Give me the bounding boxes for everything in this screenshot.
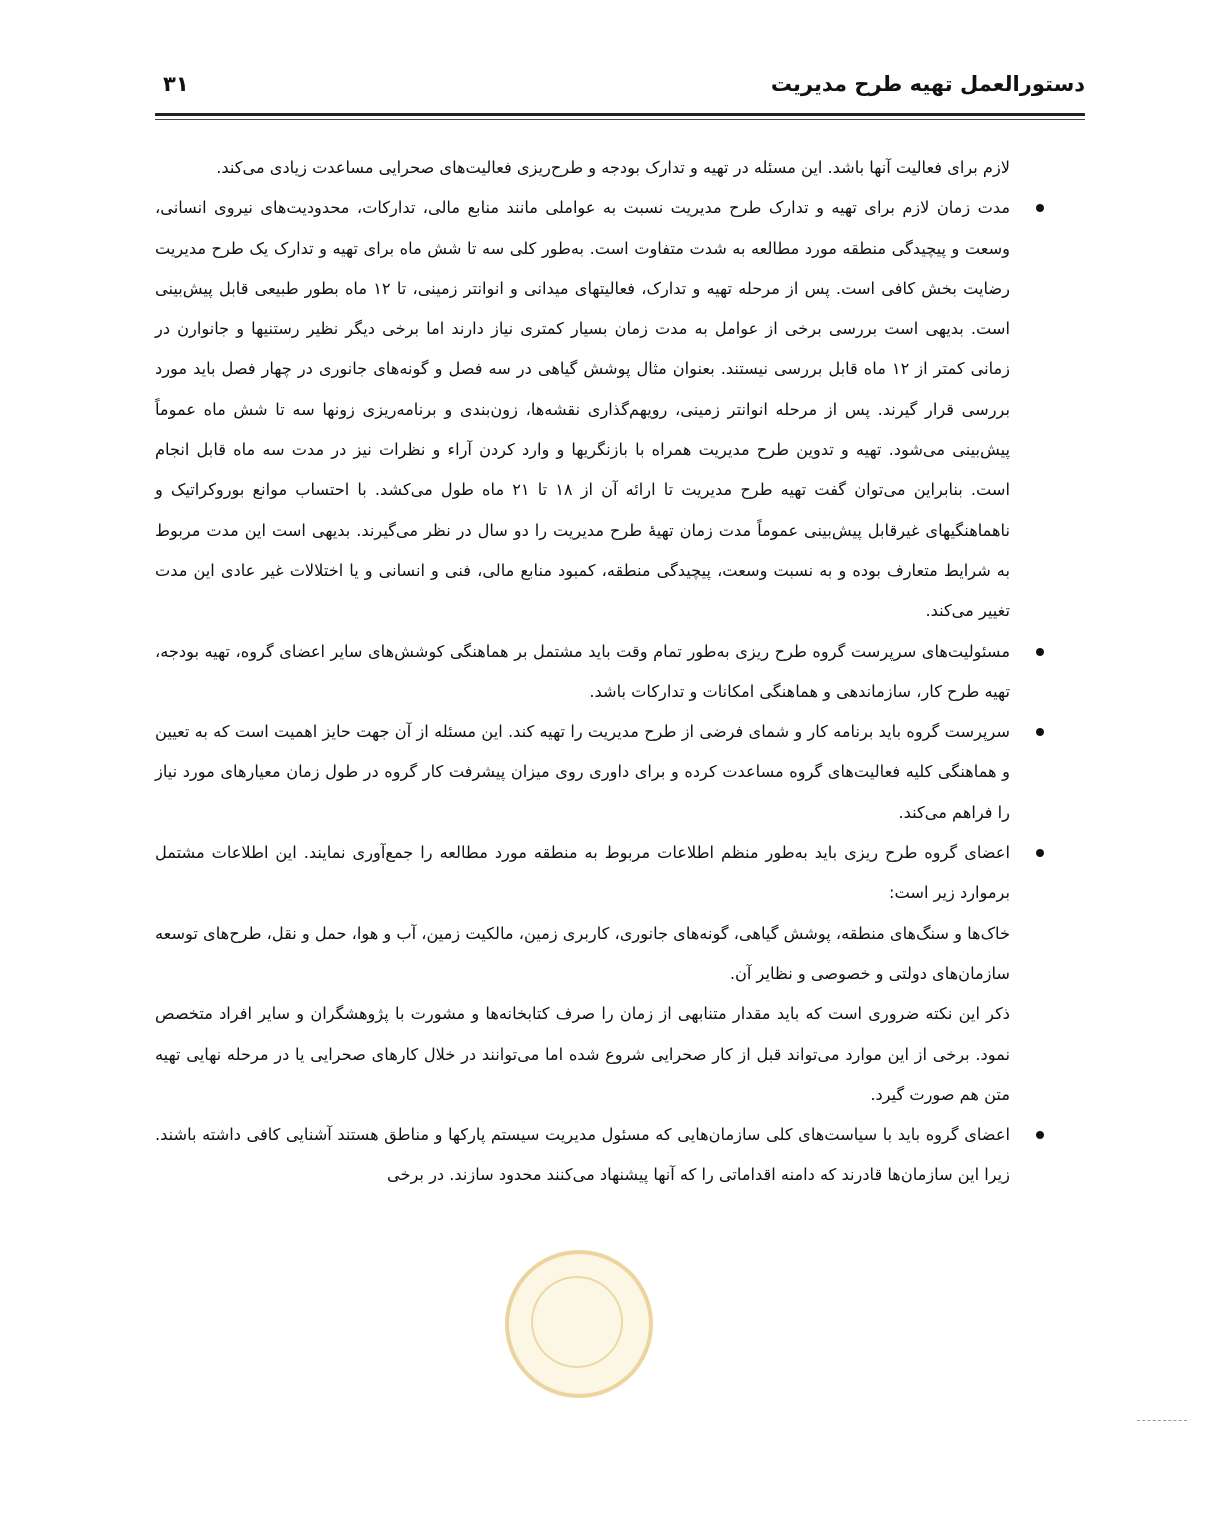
page-number: ۳۱ bbox=[163, 72, 189, 96]
bullet-icon bbox=[1036, 648, 1044, 656]
body-text bbox=[155, 148, 1010, 1196]
bullet-icon bbox=[1036, 204, 1044, 212]
bullet-list bbox=[155, 188, 1010, 1195]
list-item-text: اعضای گروه طرح ریزی باید به‌طور منظم اطلاعات مربوط به منطقه مورد مطالعه را جمع‌آوری نمایند. این اطلاعات مشتمل برموارد زیر است: bbox=[155, 843, 1010, 903]
list-item-text: اعضای گروه باید با سیاست‌های کلی سازمان‌هایی که مسئول مدیریت سیستم پارکها و مناطق هستند آشنایی کافی داشته باشند. زیرا این سازمان‌ها قادرند که دامنه اقداماتی را که آنها پیشنهاد می‌کنند محدود سازند. در برخی bbox=[155, 1125, 1010, 1185]
running-title: دستورالعمل تهیه طرح مدیریت bbox=[770, 72, 1085, 96]
list-item-text: مسئولیت‌های سرپرست گروه طرح ریزی به‌طور تمام وقت باید مشتمل بر هماهنگی کوشش‌های سایر اعضای گروه، تهیه بودجه، تهیه طرح کار، سازماندهی و هماهنگی امکانات و تدارکات باشد. bbox=[155, 641, 1010, 701]
list-item bbox=[155, 632, 1010, 713]
list-item-text: سرپرست گروه باید برنامه کار و شمای فرضی از طرح مدیریت را تهیه کند. این مسئله از آن جهت حایز اهمیت است که به تعیین و هماهنگی کلیه فعالیت‌های گروه مساعدت کرده و برای داوری روی میزان پیشرفت کار گروه در طول زمان معیارهای مورد نیاز را فراهم می‌کند. bbox=[155, 722, 1010, 822]
watermark-seal bbox=[505, 1250, 653, 1398]
header-rule-thick bbox=[155, 113, 1085, 116]
continuation-paragraph: خاک‌ها و سنگ‌های منطقه، پوشش گیاهی، گونه‌های جانوری، کاربری زمین، مالکیت زمین، آب و هوا، حمل و نقل، طرح‌های توسعه سازمان‌های دولتی و خصوصی و نظایر آن. bbox=[154, 923, 1010, 983]
list-item bbox=[155, 1115, 1010, 1196]
continuation-paragraph: ذکر این نکته ضروری است که باید مقدار متنابهی از زمان را صرف کتابخانه‌ها و مشورت با پژوهشگران و سایر افراد متخصص نمود. برخی از این موارد می‌تواند قبل از کار صحرایی شروع شده اما می‌توانند در خلال کارهای صحرایی یا در مرحله نهایی تهیه متن هم صورت گیرد. bbox=[155, 1004, 1010, 1104]
bullet-icon bbox=[1036, 1131, 1044, 1139]
list-item bbox=[155, 712, 1010, 833]
list-item bbox=[155, 188, 1010, 631]
list-item-text: مدت زمان لازم برای تهیه و تدارک طرح مدیریت نسبت به عواملی مانند منابع مالی، تدارکات، محدودیت‌های نیروی انسانی، وسعت و پیچیدگی منطقه مورد مطالعه به شدت متفاوت است. به‌طور کلی سه تا شش ماه برای تهیه و تدارک یک طرح مدیریت رضایت بخش کافی است. پس از مرحله تهیه و تدارک، فعالیتهای میدانی و انوانتر زمینی، تا ۱۲ ماه بطور طبیعی قابل پیش‌بینی است. بدیهی است بررسی برخی از عوامل به مدت زمان بسیار کمتری نیاز دارند اما برخی دیگر نظیر رستنیها و جانوارن در زمانی کمتر از ۱۲ ماه قابل بررسی نیستند. بعنوان مثال پوشش گیاهی در سه فصل و گونه‌های جانوری در چهار فصل باید مورد بررسی قرار گیرند. پس از مرحله انوانتر زمینی، رویهم‌گذاری نقشه‌ها، زون‌بندی و برنامه‌ریزی زونها سه تا شش ماه عموماً پیش‌بینی می‌شود. تهیه و تدوین طرح مدیریت همراه با بازنگریها و وارد کردن آراء و نظرات نیز در مدت سه ماه قابل انجام است. بنابراین می‌توان گفت تهیه طرح مدیریت تا ارائه آن از ۱۸ تا ۲۱ ماه طول می‌کشد. با احتساب موانع بوروکراتیک و ناهماهنگیهای غیرقابل پیش‌بینی عموماً مدت زمان تهیهٔ طرح مدیریت را دو سال در نظر می‌گیرند. بدیهی است این مدت مربوط به شرایط متعارف بوده و به نسبت وسعت، پیچیدگی منطقه، کمبود منابع مالی، فنی و انسانی و یا اختلالات غیر عادی این مدت تغییر می‌کند. bbox=[155, 198, 1010, 621]
watermark-seal-ring bbox=[531, 1276, 623, 1368]
bullet-icon bbox=[1036, 849, 1044, 857]
scan-edge-mark bbox=[1137, 1420, 1187, 1421]
list-item bbox=[155, 833, 1010, 1115]
header-rule-thin bbox=[155, 119, 1085, 120]
intro-paragraph: لازم برای فعالیت آنها باشد. این مسئله در تهیه و تدارک بودجه و طرح‌ریزی فعالیت‌های صحرایی مساعدت زیادی می‌کند. bbox=[216, 158, 1010, 177]
bullet-icon bbox=[1036, 728, 1044, 736]
page-header bbox=[155, 68, 1085, 108]
